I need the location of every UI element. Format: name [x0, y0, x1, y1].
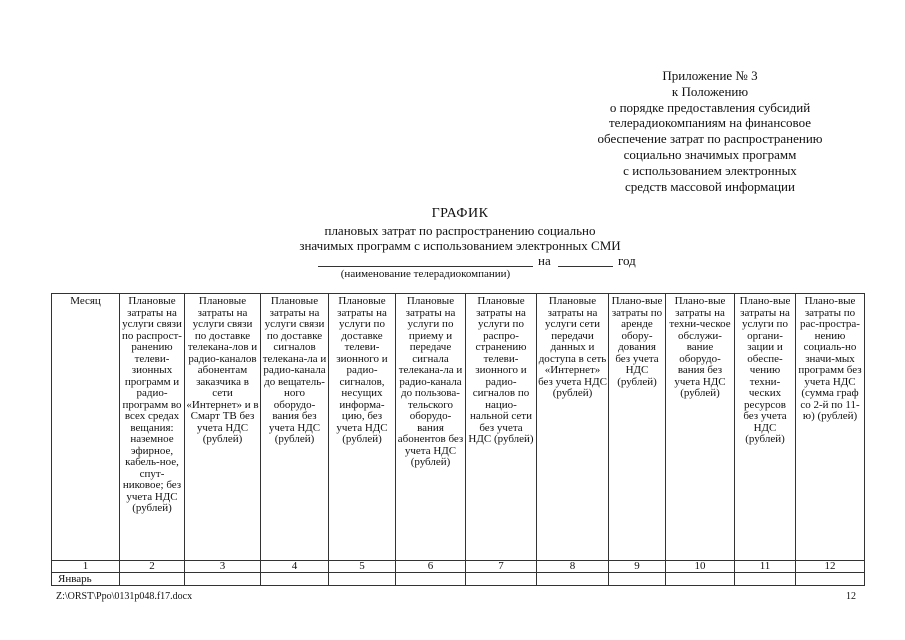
table-header-row [52, 294, 865, 561]
column-number: 2 [120, 561, 185, 573]
appendix-line: с использованием электронных [623, 162, 797, 178]
year-blank[interactable] [558, 266, 613, 267]
column-number: 12 [796, 561, 865, 573]
company-name-blank[interactable] [318, 266, 533, 267]
god-label: год [618, 253, 636, 268]
table-cell[interactable] [396, 573, 466, 586]
header-cell: Плановые затраты на услуги связи по распрост-ранению телеви-зионных программ и радио-программ во всех средах вещания: наземное эфирное, кабель-ное, спут-никовое; без учета НДС (рублей) [120, 294, 185, 561]
table-cell[interactable] [261, 573, 329, 586]
header-cell: Плано-вые затраты на услуги по органи-зации и обеспе-чению техни-ческих ресурсов без учета НДС (рублей) [735, 294, 796, 561]
header-cell: Плано-вые затраты по аренде обору-дования без учета НДС (рублей) [609, 294, 666, 561]
title-subtitle-2: значимых программ с использованием электронных СМИ [299, 238, 621, 253]
column-number: 8 [537, 561, 609, 573]
column-number: 9 [609, 561, 666, 573]
na-label: на [538, 253, 551, 268]
header-cell: Плано-вые затраты по рас-простра-нению социаль-но значи-мых программ без учета НДС (сумма граф со 2-й по 11-ю) (рублей) [796, 294, 865, 561]
title-heading: ГРАФИК [431, 206, 489, 221]
title-subtitle-1: плановых затрат по распространению социально [324, 223, 596, 238]
company-name-caption: (наименование телерадиокомпании) [340, 268, 511, 280]
table-cell[interactable] [185, 573, 261, 586]
appendix-block [560, 68, 860, 194]
table-cell[interactable] [120, 573, 185, 586]
header-cell: Месяц [52, 294, 120, 561]
appendix-line: телерадиокомпаниям на финансовое [608, 115, 812, 131]
appendix-line: социально значимых программ [623, 146, 797, 162]
table-cell[interactable] [466, 573, 537, 586]
column-number: 3 [185, 561, 261, 573]
header-cell: Плановые затраты на услуги по приему и передаче сигнала телекана-ла и радио-канала до пользова-тельского оборудо-вания абонентов без учета НДС (рублей) [396, 294, 466, 561]
file-path: Z:\ORST\Ppo\0131p048.f17.docx [56, 591, 193, 602]
appendix-line: к Положению [671, 83, 749, 99]
table-cell[interactable] [537, 573, 609, 586]
column-number: 10 [666, 561, 735, 573]
column-number: 11 [735, 561, 796, 573]
table-cell[interactable] [666, 573, 735, 586]
header-cell: Плановые затраты на услуги по распро-странению телеви-зионного и радио-сигналов по нацио-нальной сети без учета НДС (рублей) [466, 294, 537, 561]
header-cell: Плановые затраты на услуги связи по доставке телекана-лов и радио-каналов абонентам заказчика в сети «Интернет» и в Смарт ТВ без учета НДС (рублей) [185, 294, 261, 561]
header-cell: Плановые затраты на услуги связи по доставке сигналов телекана-ла и радио-канала до вещатель-ного оборудо-вания без учета НДС (рублей) [261, 294, 329, 561]
table-cell[interactable] [735, 573, 796, 586]
header-cell: Плановые затраты на услуги сети передачи данных и доступа в сеть «Интернет» без учета НДС (рублей) [537, 294, 609, 561]
column-number: 7 [466, 561, 537, 573]
month-label: Январь [52, 573, 120, 586]
appendix-line: о порядке предоставления субсидий [609, 99, 811, 115]
header-cell: Плановые затраты на услуги по доставке телеви-зионного и радио-сигналов, несущих информа-цию, без учета НДС (рублей) [329, 294, 396, 561]
column-number: 6 [396, 561, 466, 573]
appendix-line: Приложение № 3 [662, 68, 758, 83]
table-row [52, 573, 865, 586]
page-number: 12 [846, 591, 856, 602]
column-number: 5 [329, 561, 396, 573]
table-cell[interactable] [609, 573, 666, 586]
document-title [250, 205, 670, 253]
cost-schedule-table [51, 293, 865, 586]
column-number-row [52, 561, 865, 573]
column-number: 1 [52, 561, 120, 573]
appendix-line: обеспечение затрат по распространению [597, 131, 823, 147]
table-cell[interactable] [796, 573, 865, 586]
header-cell: Плано-вые затраты на техни-ческое обслужи-вание оборудо-вания без учета НДС (рублей) [666, 294, 735, 561]
table-cell[interactable] [329, 573, 396, 586]
appendix-line: средств массовой информации [625, 178, 795, 194]
column-number: 4 [261, 561, 329, 573]
